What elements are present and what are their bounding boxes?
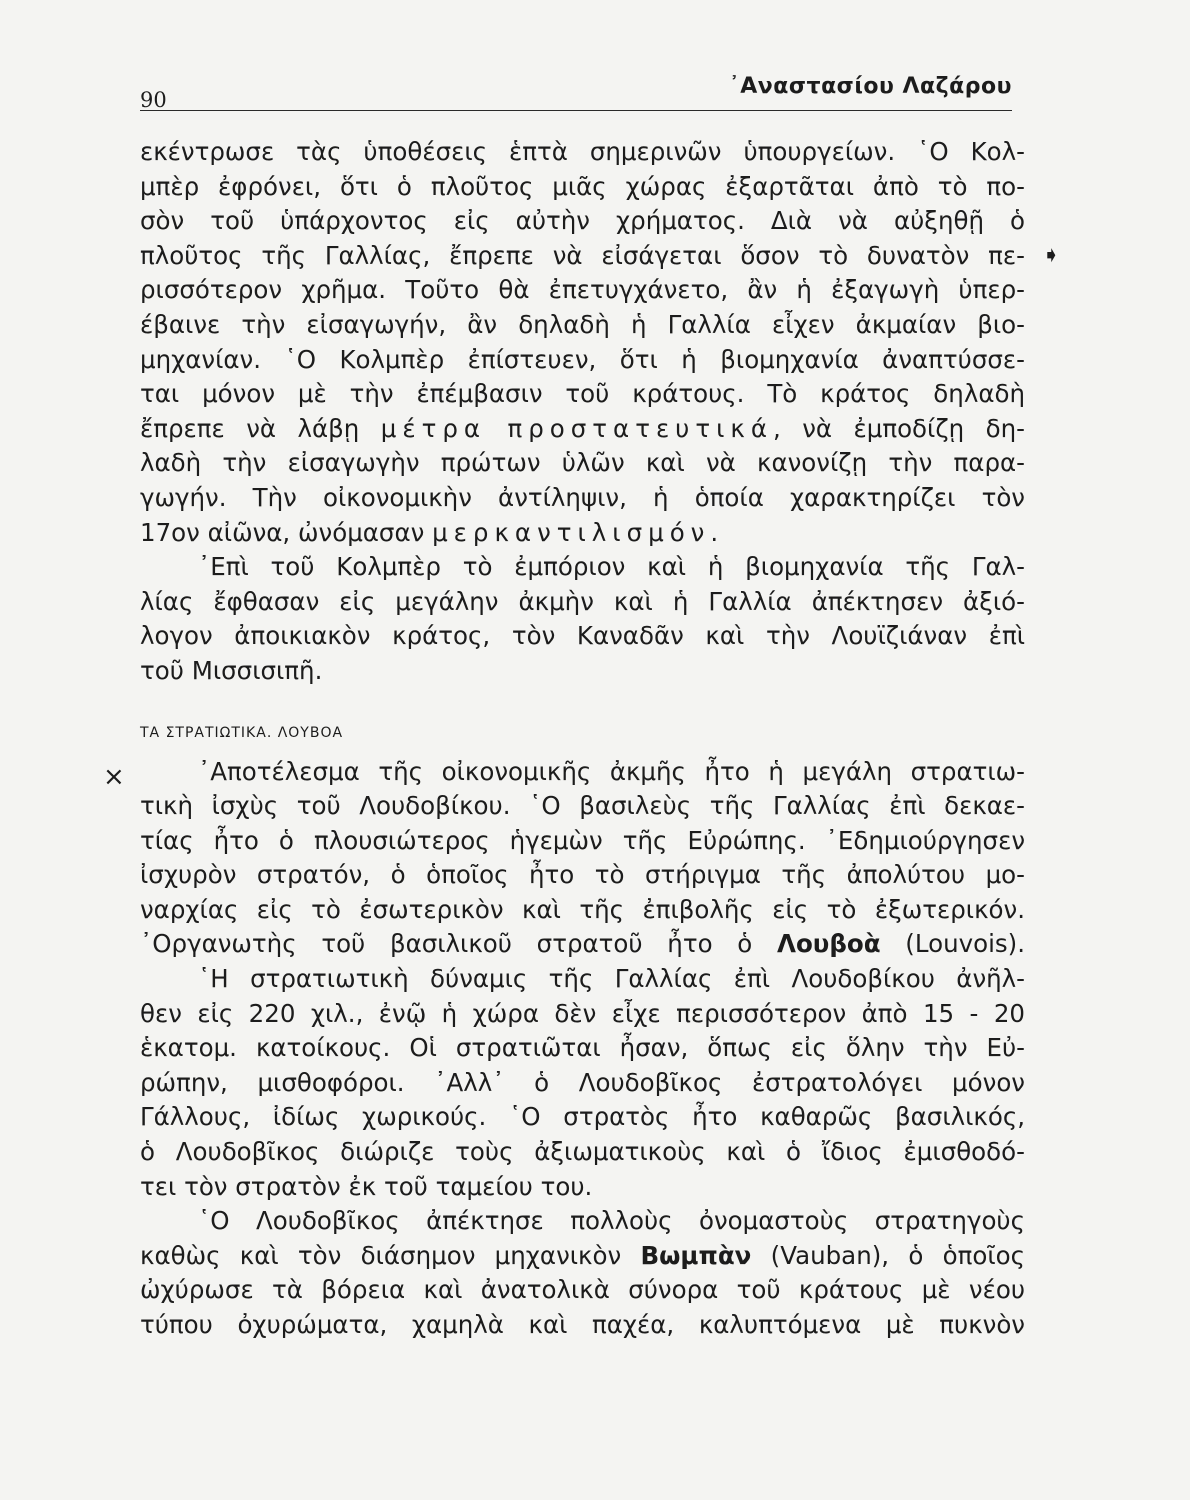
text-line: μπὲρ ἐφρόνει, ὅτι ὁ πλοῦτος μιᾶς χώρας ἐξαρτᾶται ἀπὸ τὸ πο-: [140, 171, 1025, 201]
paragraph-4: [140, 962, 1025, 1204]
text-line: ἰσχυρὸν στρατόν, ὁ ὁποῖος ἦτο τὸ στήριγμα τῆς ἀπολύτου μο-: [140, 860, 1025, 890]
text-line: μηχανίαν. ῾Ο Κολμπὲρ ἐπίστευεν, ὅτι ἡ βιομηχανία ἀναπτύσσε-: [140, 344, 1025, 374]
line-text: (Vauban), ὁ ὁποῖος: [770, 1240, 1026, 1270]
page-number: 90: [140, 88, 167, 112]
text-line: τικὴ ἰσχὺς τοῦ Λουδοβίκου. ῾Ο βασιλεὺς τῆς Γαλλίας ἐπὶ δεκαε-: [140, 791, 1025, 821]
text-line: ᾿Αποτέλεσμα τῆς οἰκονομικῆς ἀκμῆς ἦτο ἡ μεγάλη στρατιω-: [198, 756, 1025, 786]
page-header: [140, 70, 1012, 110]
text-line: ρώπην, μισθοφόροι. ᾿Αλλ᾿ ὁ Λουδοβῖκος ἐστρατολόγει μόνον: [140, 1067, 1025, 1097]
spaced-term: μερκαντιλισμόν: [432, 517, 711, 547]
text-line: θεν εἰς 220 χιλ., ἐνῷ ἡ χώρα δὲν εἶχε περισσότερον ἀπὸ 15 - 20: [140, 998, 1025, 1028]
section-heading: ΤΑ ΣΤΡΑΤΙΩΤΙΚΑ. ΛΟΥΒΟΑ: [140, 724, 344, 741]
text-line: έβαινε τὴν εἰσαγωγήν, ἂν δηλαδὴ ἡ Γαλλία εἶχεν ἀκμαίαν βιο-: [140, 309, 1025, 339]
text-line-spaced-terms: 17ον αἰῶνα, ὠνόμασαν μερκαντιλισμόν.: [140, 517, 719, 547]
header-rule: [140, 110, 1012, 111]
text-line: ὠχύρωσε τὰ βόρεια καὶ ἀνατολικὰ σύνορα τοῦ κράτους μὲ νέου: [140, 1275, 1025, 1305]
line-text: (Louvois).: [905, 929, 1025, 959]
paragraph-3: [140, 755, 1025, 963]
spaced-term: μέτρα: [380, 413, 487, 443]
text-line: σὸν τοῦ ὑπάρχοντος εἰς αὐτὴν χρήματος. Διὰ νὰ αὐξηθῇ ὁ: [140, 206, 1025, 236]
text-line: λίας ἔφθασαν εἰς μεγάλην ἀκμὴν καὶ ἡ Γαλλία ἀπέκτησεν ἀξιό-: [140, 586, 1025, 616]
text-line: ρισσότερον χρῆμα. Τοῦτο θὰ ἐπετυγχάνετο, ἂν ἡ ἐξαγωγὴ ὑπερ-: [140, 275, 1025, 305]
paragraph-5: [140, 1204, 1025, 1342]
paragraph-2: [140, 550, 1025, 688]
text-line: ἑκατομ. κατοίκους. Οἱ στρατιῶται ἦσαν, ὅπως εἰς ὅλην τὴν Εὐ-: [140, 1033, 1025, 1063]
text-line: λαδὴ τὴν εἰσαγωγὴν πρώτων ὑλῶν καὶ νὰ κανονίζῃ τὴν παρα-: [140, 448, 1025, 478]
running-title: ᾿Αναστασίου Λαζάρου: [728, 74, 1012, 99]
text-line: τει τὸν στρατὸν ἐκ τοῦ ταμείου του.: [140, 1171, 593, 1201]
text-line: ῾Ο Λουδοβῖκος ἀπέκτησε πολλοὺς ὀνομαστοὺς στρατηγοὺς: [198, 1206, 1025, 1236]
text-line: τίας ἦτο ὁ πλουσιώτερος ἡγεμὼν τῆς Εὐρώπης. ᾿Εδημιούργησεν: [140, 825, 1025, 855]
text-line: ναρχίας εἰς τὸ ἐσωτερικὸν καὶ τῆς ἐπιβολῆς εἰς τὸ ἐξωτερικόν.: [140, 894, 1025, 924]
body-text: [140, 135, 1025, 1343]
text-line: λογον ἀποικιακὸν κράτος, τὸν Καναδᾶν καὶ τὴν Λουϊζιάναν ἐπὶ: [140, 621, 1025, 651]
paragraph-1: [140, 135, 1025, 550]
text-line: ᾿Επὶ τοῦ Κολμπὲρ τὸ ἐμπόριον καὶ ἡ βιομηχανία τῆς Γαλ-: [198, 552, 1025, 582]
text-line: γωγήν. Τὴν οἰκονομικὴν ἀντίληψιν, ἡ ὁποία χαρακτηρίζει τὸν: [140, 482, 1025, 512]
line-text: καθὼς καὶ τὸν διάσημον μηχανικὸν: [140, 1240, 622, 1270]
margin-arrow-mark: ➧: [1042, 243, 1061, 268]
text-line: τοῦ Μισσισιπῆ.: [140, 655, 323, 685]
text-line: ὁ Λουδοβῖκος διώριζε τοὺς ἀξιωματικοὺς καὶ ὁ ἴδιος ἐμισθοδό-: [140, 1137, 1025, 1167]
text-line: ῾Η στρατιωτικὴ δύναμις τῆς Γαλλίας ἐπὶ Λουδοβίκου ἀνῆλ-: [198, 964, 1025, 994]
text-line-spaced-terms: ἔπρεπε νὰ λάβῃ μέτρα προστατευτικά, νὰ ἐμποδίζῃ δη-: [140, 413, 1025, 443]
line-text: ᾿Οργανωτὴς τοῦ βασιλικοῦ στρατοῦ ἦτο ὁ: [140, 929, 753, 959]
name-louvois: Λουβοὰ: [777, 929, 881, 959]
name-vauban: Βωμπὰν: [640, 1240, 752, 1270]
text-line-with-name: [140, 1239, 1025, 1274]
text-line: Γάλλους, ἰδίως χωρικούς. ῾Ο στρατὸς ἦτο καθαρῶς βασιλικός,: [140, 1102, 1025, 1132]
text-line: τύπου ὀχυρώματα, χαμηλὰ καὶ παχέα, καλυπτόμενα μὲ πυκνὸν: [140, 1310, 1025, 1339]
spaced-term: προστατευτικά: [507, 413, 773, 443]
text-line: ται μόνον μὲ τὴν ἐπέμβασιν τοῦ κράτους. Τὸ κράτος δηλαδὴ: [140, 379, 1025, 409]
margin-cross-mark: ×: [103, 762, 125, 792]
text-line: εκέντρωσε τὰς ὑποθέσεις ἑπτὰ σημερινῶν ὑπουργείων. ῾Ο Κολ-: [140, 137, 1025, 166]
text-line-with-name: [140, 927, 1025, 962]
text-line: πλοῦτος τῆς Γαλλίας, ἔπρεπε νὰ εἰσάγεται ὅσον τὸ δυνατὸν πε-: [140, 240, 1025, 270]
